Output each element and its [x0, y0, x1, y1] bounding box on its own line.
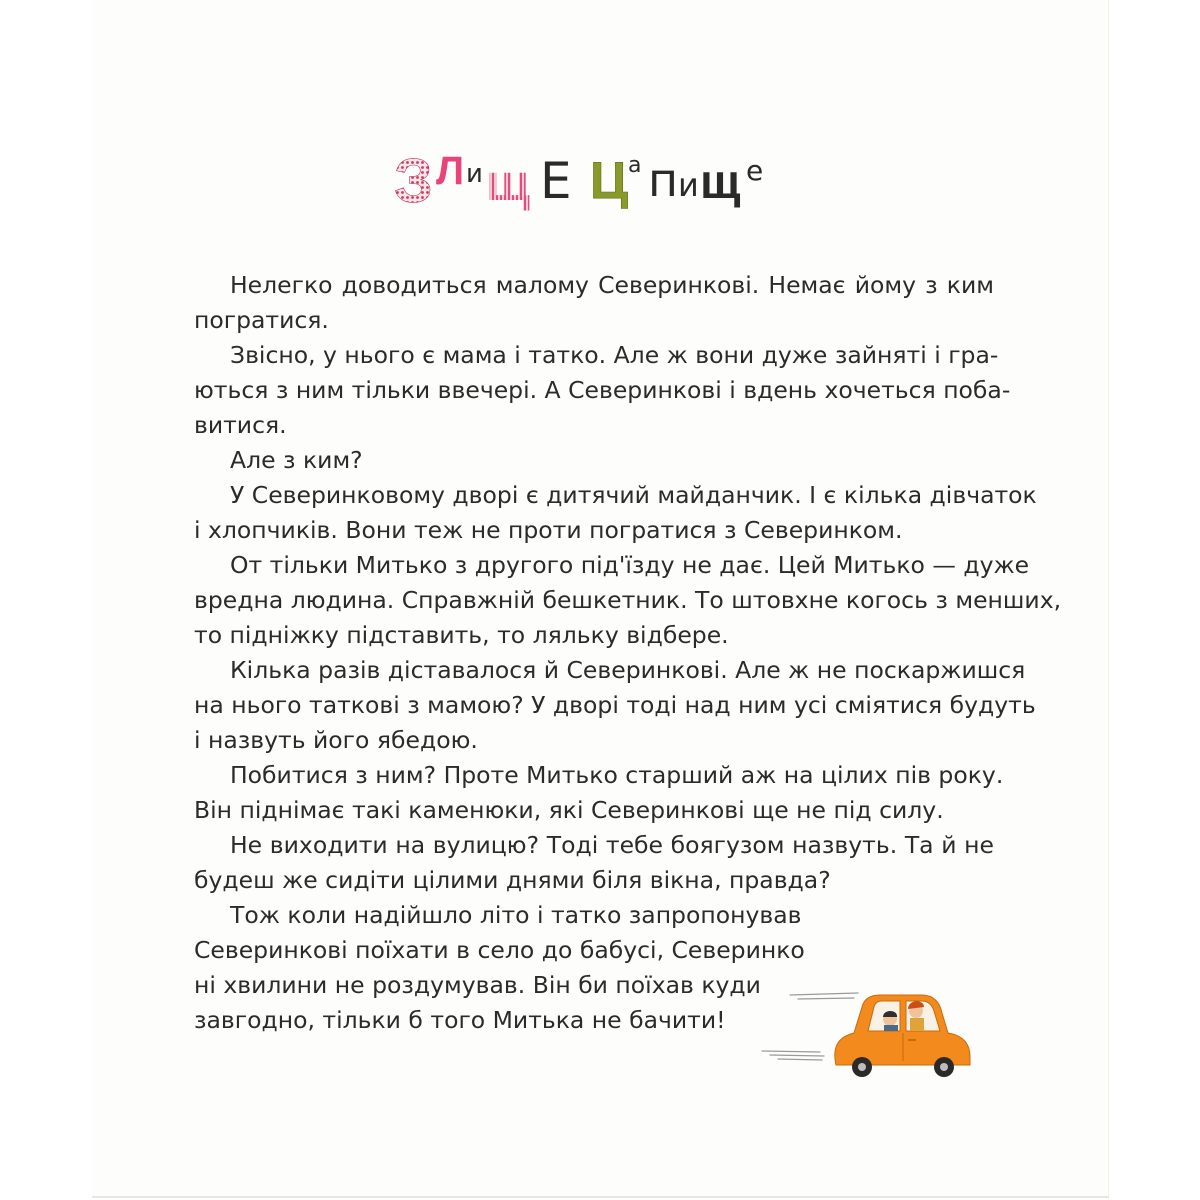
text-line: ні хвилини не роздумував. Він би поїхав куди [194, 971, 761, 999]
text-line: Він піднімає такі каменюки, які Северинкові ще не під силу. [194, 796, 944, 824]
text-line: погратися. [194, 306, 329, 334]
text-line: завгодно, тільки б того Митька не бачити! [194, 1006, 726, 1034]
title-letter-l: Л [436, 149, 465, 193]
text-line: і назвуть його ябедою. [194, 726, 478, 754]
text-line: то підніжку підставить, то ляльку відбере. [194, 621, 729, 649]
title-letter-e: Е [540, 152, 572, 210]
text-line: Побитися з ним? Проте Митько старший аж на цілих пів року. [230, 761, 1004, 789]
text-line: Не виходити на вулицю? Тоді тебе боягузом назвуть. Та й не [230, 831, 994, 859]
text-line: на нього таткові з мамою? У дворі тоді над ним усі сміятися будуть [194, 691, 1036, 719]
title-letter-a: а [628, 153, 642, 178]
text-line: Але з ким? [230, 446, 363, 474]
text-line: Северинкові поїхати в село до бабусі, Северинко [194, 936, 805, 964]
text-line: Звісно, у нього є мама і татко. Але ж вони дуже зайняті і гра- [230, 341, 999, 369]
title-letter-e2: е [746, 154, 764, 187]
title-letter-z: З [394, 147, 433, 216]
orange-car-illustration [758, 985, 978, 1085]
title-letter-shch: щ [486, 154, 530, 212]
text-line: і хлопчиків. Вони теж не проти погратися з Северинком. [194, 516, 903, 544]
title-letter-y2: и [678, 166, 699, 204]
title-letter-shch2: щ [700, 156, 741, 209]
text-line: У Северинковому дворі є дитячий майданчик. І є кілька дівчаток [230, 481, 1037, 509]
text-line: витися. [194, 411, 287, 439]
text-line: вредна людина. Справжній бешкетник. То штовхне когось з менших, [194, 586, 1062, 614]
text-line: ються з ним тільки ввечері. А Северинкові і вдень хочеться поба- [194, 376, 1011, 404]
text-line: Нелегко доводиться малому Северинкові. Немає йому з ким [230, 271, 994, 299]
car-body-icon [835, 995, 970, 1065]
story-text [194, 268, 1062, 1038]
title-letter-ts: Ц [590, 152, 628, 210]
title-letter-y: и [466, 159, 483, 189]
title-letter-p: п [648, 153, 679, 207]
text-line: Кілька разів діставалося й Северинкові. Але ж не поскаржишся [230, 656, 1026, 684]
chapter-title [394, 140, 800, 220]
text-line: От тільки Митько з другого під'їзду не дає. Цей Митько — дуже [230, 551, 1030, 579]
text-line: будеш же сидіти цілими днями біля вікна, правда? [194, 866, 831, 894]
text-line: Тож коли надійшло літо і татко запропонував [230, 901, 802, 929]
